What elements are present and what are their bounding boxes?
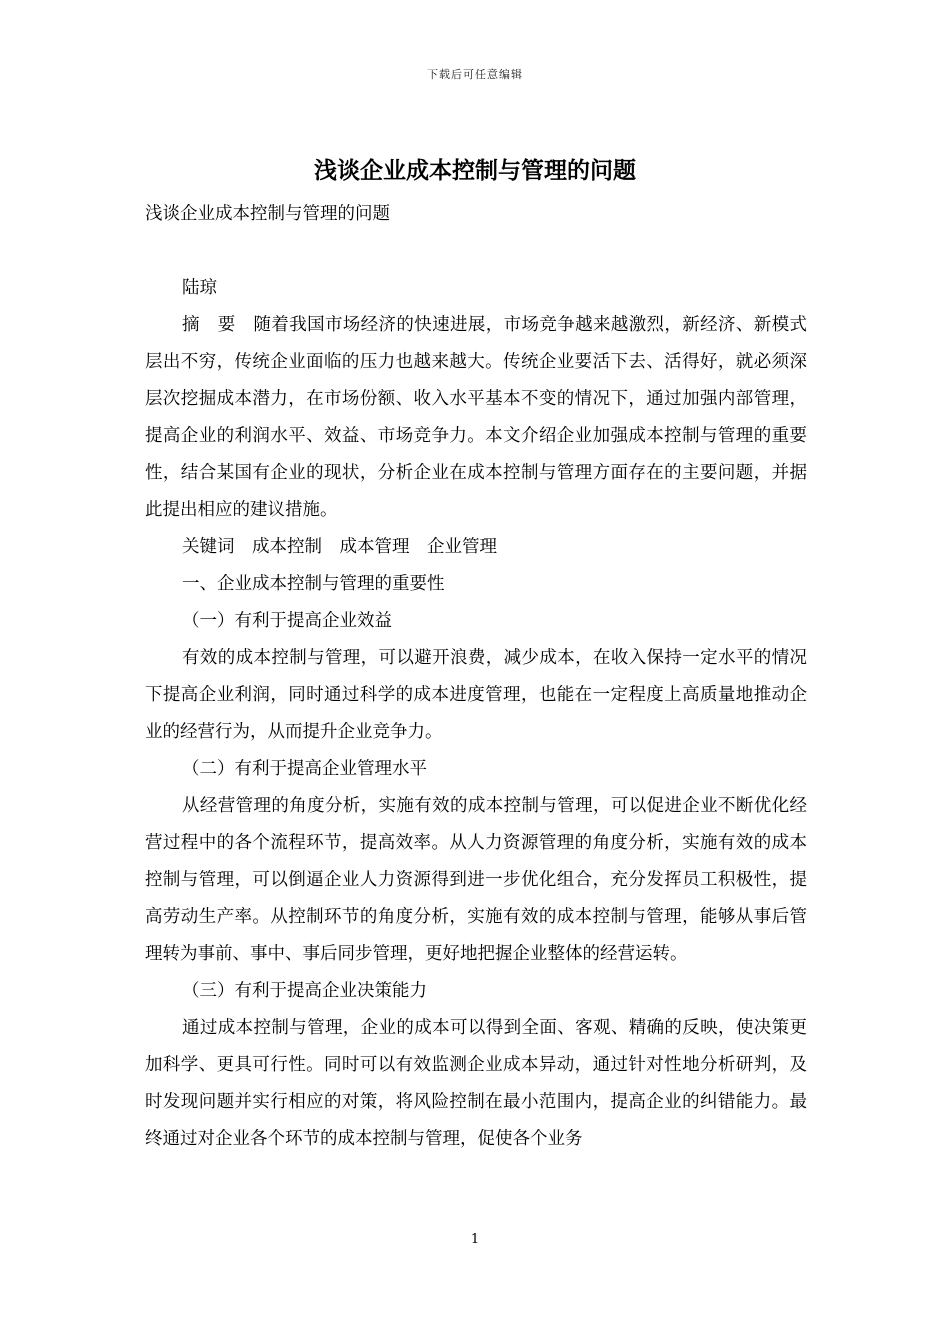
subsection-heading-1: （一）有利于提高企业效益 bbox=[182, 611, 392, 631]
author-name: 陆琼 bbox=[182, 278, 217, 298]
page-number: 1 bbox=[470, 1232, 480, 1247]
header-note: 下载后可任意编辑 bbox=[427, 68, 523, 81]
document-title: 浅谈企业成本控制与管理的问题 bbox=[314, 157, 636, 184]
subsection-heading-3: （三）有利于提高企业决策能力 bbox=[182, 981, 427, 1001]
subsection-heading-2: （二）有利于提高企业管理水平 bbox=[182, 759, 427, 779]
body-paragraph-3: 通过成本控制与管理，企业的成本可以得到全面、客观、精确的反映，使决策更加科学、更具可行性。同时可以有效监测企业成本异动，通过针对性地分析研判，及时发现问题并实行相应的对策，将风险控制在最小范围内，提高企业的纠错能力。最终通过对企业各个环节的成本控制与管理，促使各个业务 bbox=[145, 1018, 807, 1149]
document-body bbox=[145, 196, 807, 1158]
section-heading-1: 一、企业成本控制与管理的重要性 bbox=[182, 574, 445, 594]
blank-line bbox=[145, 233, 807, 270]
keywords-line: 关键词 成本控制 成本管理 企业管理 bbox=[182, 537, 497, 557]
document-subtitle: 浅谈企业成本控制与管理的问题 bbox=[145, 204, 390, 224]
abstract-paragraph: 摘 要 随着我国市场经济的快速进展，市场竞争越来越激烈，新经济、新模式层出不穷，传统企业面临的压力也越来越大。传统企业要活下去、活得好，就必须深层次挖掘成本潜力，在市场份额、收入水平基本不变的情况下，通过加强内部管理，提高企业的利润水平、效益、市场竞争力。本文介绍企业加强成本控制与管理的重要性，结合某国有企业的现状，分析企业在成本控制与管理方面存在的主要问题，并据此提出相应的建议措施。 bbox=[145, 315, 807, 520]
body-paragraph-1: 有效的成本控制与管理，可以避开浪费，减少成本，在收入保持一定水平的情况下提高企业利润，同时通过科学的成本进度管理，也能在一定程度上高质量地推动企业的经营行为，从而提升企业竞争力。 bbox=[145, 648, 807, 742]
body-paragraph-2: 从经营管理的角度分析，实施有效的成本控制与管理，可以促进企业不断优化经营过程中的各个流程环节，提高效率。从人力资源管理的角度分析，实施有效的成本控制与管理，可以倒逼企业人力资源得到进一步优化组合，充分发挥员工积极性，提高劳动生产率。从控制环节的角度分析，实施有效的成本控制与管理，能够从事后管理转为事前、事中、事后同步管理，更好地把握企业整体的经营运转。 bbox=[145, 796, 807, 964]
